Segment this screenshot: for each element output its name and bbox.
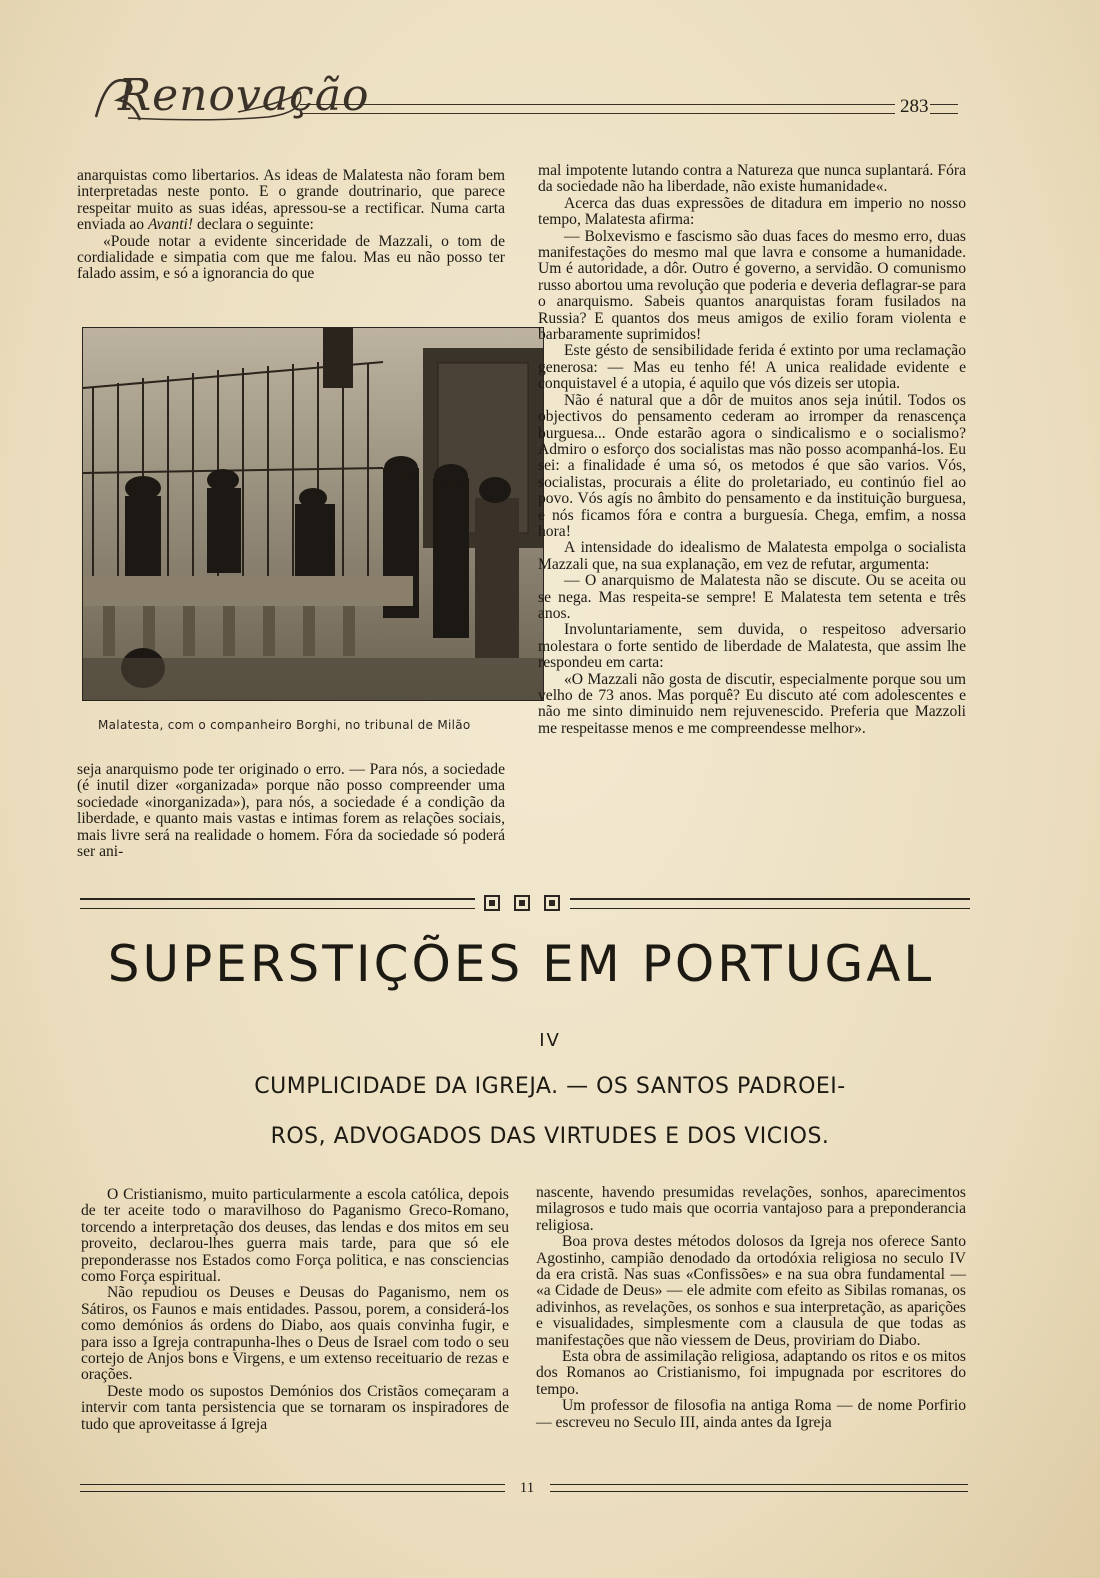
section-roman-numeral: IV (539, 1030, 561, 1051)
paragraph: nascente, havendo presumidas revelações, sonhos, aparecimentos milagrosos e tudo mais que ocorria vantajoso para a preponderancia religiosa. (536, 1184, 966, 1234)
emphasis-text: Avanti! (148, 216, 194, 234)
paragraph: Não é natural que a dôr de muitos anos seja inútil. Todos os objectivos do pensamento cederam ao irromper da renascença burguesa... Onde estarão agora o sindicalismo e o socialismo? Admiro o esforço dos socialistas mas não posso acompanhá-los. Eu sei: a finalidade é uma só, os metodos é que são varios. Vós, socialistas, procurais a élite do proletariado, eu continúo fiel ao povo. Vós agís no âmbito do pensamento e da instituição burguesa, e nós ficamos fóra e contra a burguesía. Chega, emfim, a nossa hora! (538, 391, 966, 540)
paragraph: — Bolxevismo e fascismo são duas faces do mesmo erro, duas manifestações do mesmo mal que lavra e consome a humanidade. Um é autoridade, a dôr. Outro é governo, a servidão. O comunismo russo abortou uma revolução que poderia e deveria deflagrar-se para o anarquismo. Sabeis quantos anarquistas foram fusilados na Russia? E quantos dos meus amigos de exilio foram violenta e barbaramente suprimidos! (538, 227, 966, 344)
paragraph: «Poude notar a evidente sinceridade de Mazzali, o tom de cordialidade e simpatia com que me falou. Mas eu não posso ter falado assim, e só a ignorancia do que (77, 232, 505, 283)
paragraph: Não repudiou os Deuses e Deusas do Paganismo, nem os Sátiros, os Faunos e mais entidades. Passou, porem, a considerá-los como demónios ás ordens do Diabo, aos quais convinha fugir, e para isso a Igreja contrapunha-lhes o Deus de Israel com todo o seu cortejo de Anjos bons e Virgens, e um extenso receituario de rezas e orações. (81, 1284, 509, 1384)
divider-square-icon (544, 895, 560, 911)
footer-rule-right (550, 1484, 968, 1492)
paragraph: Esta obra de assimilação religiosa, adaptando os ritos e os mitos dos Romanos ao Cristianismo, foi impugnada por escritores do tempo. (536, 1348, 966, 1398)
paragraph: Um professor de filosofia na antiga Roma — de nome Porfirio — escreveu no Seculo III, ainda antes da Igreja (536, 1397, 966, 1431)
section-subtitle-line1: CUMPLICIDADE DA IGREJA. — OS SANTOS PADROEI- (254, 1074, 846, 1099)
paragraph: Este gésto de sensibilidade ferida é extinto por uma reclamação generosa: — Mas eu tenho fé! A unica realidade evidente e conquistavel é a utopia, é aquilo que vós dizeis ser utopia. (538, 342, 966, 393)
article-bottom-left-column (81, 1187, 509, 1433)
masthead-title: Renovação (118, 70, 370, 121)
paragraph: — O anarquismo de Malatesta não se discute. Ou se aceita ou se nega. Mas respeita-se sempre! E Malatesta tem setenta e três anos. (538, 572, 966, 622)
paragraph: mal impotente lutando contra a Natureza que nunca suplantará. Fóra da sociedade não ha liberdade, não existe humanidade«. (538, 162, 966, 196)
paragraph: Boa prova destes métodos dolosos da Igreja nos oferece Santo Agostinho, campião denodado da ortodóxia religiosa no seculo IV da era cristã. Nas suas «Confissões» e na sua obra fundamental — «a Cidade de Deus» — ele admite com efeito as Sibilas romanas, os adivinhos, as revelações, os sonhos e sua interpretação, as aparições e visualidades, simplesmente com a clausula de que todas as manifestações que não viessem de Deus, proviriam do Diabo. (536, 1233, 966, 1349)
divider-square-icon (484, 895, 500, 911)
paragraph-text: declara o seguinte: (193, 216, 314, 234)
paragraph: «O Mazzali não gosta de discutir, especialmente porque sou um velho de 73 anos. Mas porquê? Eu discuto até com adolescentes e não me sinto diminuido nem rejuvenescido. Preferia que Mazzoli me respeitasse menos e me compreendesse melhor». (538, 670, 966, 737)
paragraph: A intensidade do idealismo de Malatesta empolga o socialista Mazzali que, na sua explanação, em vez de refutar, argumenta: (538, 539, 966, 573)
paragraph: Involuntariamente, sem duvida, o respeitoso adversario molestara o forte sentido de liberdade de Malatesta, que assim lhe respondeu em carta: (538, 621, 966, 672)
footer-rule-left (80, 1484, 505, 1492)
paragraph: O Cristianismo, muito particularmente a escola católica, depois de ter aceite todo o maravilhoso do Paganismo Greco-Romano, torcendo a interpretação dos deuses, das lendas e dos mitos em seu proveito, declarou-lhes guerra mais tarde, para que só ele preponderasse nos Estados como Força politica, e nas consciencias como Força espiritual. (81, 1186, 509, 1286)
article-top-left-column (77, 168, 505, 283)
courtroom-photo-icon (83, 328, 543, 700)
paragraph (77, 168, 505, 234)
footer-page-number: 11 (519, 1480, 535, 1496)
paragraph-text: anarquistas como libertarios. As ideas de Malatesta não foram bem interpretadas neste ponto. E o grande doutrinario, que parece respeitar muito as suas idéas, apressou-se a rectificar. Numa carta enviada ao (77, 167, 505, 234)
photo-caption: Malatesta, com o companheiro Borghi, no tribunal de Milão (98, 718, 471, 732)
article-bottom-right-column (536, 1185, 966, 1431)
article-top-left-continued (77, 762, 505, 860)
section-subtitle-line2: ROS, ADVOGADOS DAS VIRTUDES E DOS VICIOS. (270, 1124, 830, 1149)
page-number: 283 (900, 96, 929, 117)
divider-line-right (570, 898, 970, 909)
article-top-right-column (538, 163, 966, 737)
divider-square-icon (514, 895, 530, 911)
divider-line-left (80, 898, 475, 909)
section-title: SUPERSTIÇÕES EM PORTUGAL (107, 935, 935, 993)
header-rule-right (930, 104, 958, 114)
header-rule (300, 104, 895, 114)
paragraph: Acerca das duas expressões de ditadura em imperio no nosso tempo, Malatesta afirma: (538, 194, 966, 229)
section-divider (80, 895, 970, 911)
masthead-logo (88, 62, 388, 132)
paragraph: Deste modo os supostos Demónios dos Cristãos começaram a intervir com tanta persistencia que se tornaram os inspiradores de tudo que aproveitasse á Igreja (81, 1382, 509, 1433)
photo-malatesta-tribunal (82, 327, 544, 701)
paragraph: seja anarquismo pode ter originado o erro. — Para nós, a sociedade (é inutil dizer «organizada» porque não posso compreender uma sociedade «inorganizada»), para nós, a sociedade é a condição da liberdade, e quanto mais vastas e intimas forem as relações sociais, mais livre será na realidade o homem. Fóra da sociedade só poderá ser ani- (77, 761, 505, 861)
